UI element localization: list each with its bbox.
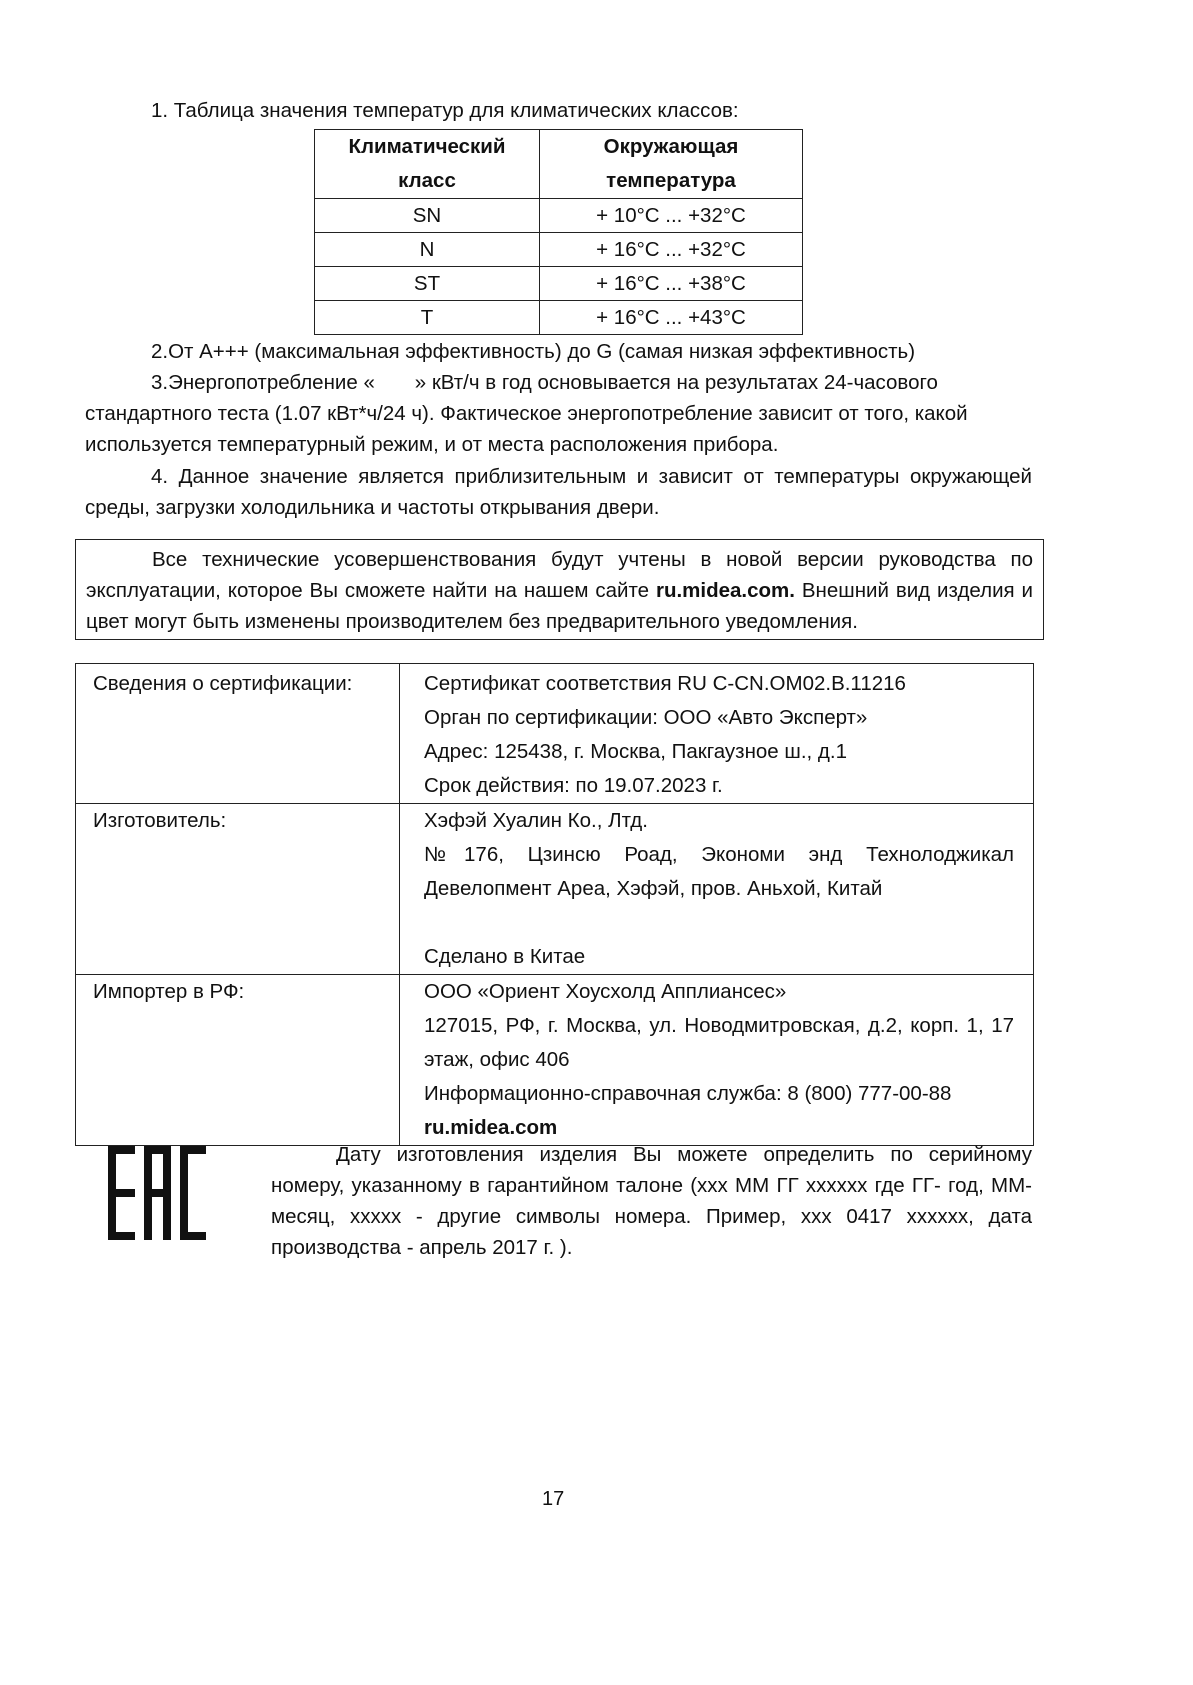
note-4-line-1: 4. Данное значение является приблизительным и зависит от температуры окружающей xyxy=(151,465,1032,488)
temperature-cell: + 16°C ... +43°C xyxy=(540,301,803,335)
notice-text: Внешний вид изделия и xyxy=(794,579,1033,602)
header-line: класс xyxy=(398,169,456,192)
table-row xyxy=(76,975,1034,1146)
class-cell: T xyxy=(315,301,540,335)
eac-line-4: производства - апрель 2017 г. ). xyxy=(271,1236,573,1259)
notice-line-1: Все технические усовершенствования будут учтены в новой версии руководства по xyxy=(152,548,1033,571)
value-cell xyxy=(400,804,1034,975)
climate-table-heading: 1. Таблица значения температур для климатических классов: xyxy=(151,99,739,122)
temperature-cell: + 10°C ... +32°C xyxy=(540,199,803,233)
header-ambient-temperature xyxy=(540,130,803,199)
label-cell xyxy=(76,975,400,1146)
page-number: 17 xyxy=(542,1488,565,1510)
note-3-line-2: стандартного теста (1.07 кВт*ч/24 ч). Фактическое энергопотребление зависит от того, какой xyxy=(85,402,968,425)
table-row xyxy=(315,233,803,267)
eac-line-3: месяц, xxxxx - другие символы номера. Пример, xxx 0417 xxxxxx, дата xyxy=(271,1205,1032,1228)
class-cell: SN xyxy=(315,199,540,233)
value-line: Адрес: 125438, г. Москва, Пакгаузное ш., д.1 xyxy=(424,740,847,763)
eac-line-2: номеру, указанному в гарантийном талоне (xxx ММ ГГ xxxxxx где ГГ- год, ММ- xyxy=(271,1174,1032,1197)
label-cell xyxy=(76,664,400,804)
notice-text: эксплуатации, которое Вы сможете найти на нашем сайте xyxy=(86,579,656,602)
table-row xyxy=(315,199,803,233)
header-line: Окружающая xyxy=(603,135,739,158)
value-line: Сделано в Китае xyxy=(424,945,586,968)
value-line: №176, Цзинсю Роад, Экономи энд Технолоджикал xyxy=(424,843,1014,866)
importer-label: Импортер в РФ: xyxy=(93,980,245,1003)
notice-line-3: цвет могут быть изменены производителем без предварительного уведомления. xyxy=(86,610,858,633)
note-3-line-1: 3.Энергопотребление « » кВт/ч в год основывается на результатах 24-часового xyxy=(151,371,938,394)
notice-box xyxy=(75,539,1044,640)
value-line: Сертификат соответствия RU C-CN.OM02.B.11216 xyxy=(424,672,906,695)
eac-line-1: Дату изготовления изделия Вы можете определить по серийному xyxy=(336,1143,1032,1166)
climate-class-table xyxy=(314,129,803,335)
website-link[interactable]: ru.midea.com xyxy=(424,1116,558,1139)
value-line: Хэфэй Хуалин Ко., Лтд. xyxy=(424,809,648,832)
header-climate-class xyxy=(315,130,540,199)
notice-line-2 xyxy=(86,574,1033,608)
table-row xyxy=(76,664,1034,804)
label-cell xyxy=(76,804,400,975)
class-cell: ST xyxy=(315,267,540,301)
value-line: Срок действия: по 19.07.2023 г. xyxy=(424,774,723,797)
value-line: Девелопмент Ареа, Хэфэй, пров. Аньхой, Китай xyxy=(424,877,883,900)
value-line: ООО «Ориент Хоусхолд Апплиансес» xyxy=(424,980,787,1003)
temperature-cell: + 16°C ... +32°C xyxy=(540,233,803,267)
table-row xyxy=(315,267,803,301)
note-2: 2.От A+++ (максимальная эффективность) до G (самая низкая эффективность) xyxy=(151,340,916,363)
value-line-blank xyxy=(400,906,1033,940)
value-cell xyxy=(400,975,1034,1146)
table-row xyxy=(76,804,1034,975)
eac-logo-icon xyxy=(108,1146,206,1240)
value-line: Информационно-справочная служба: 8 (800) 777-00-88 xyxy=(424,1082,952,1105)
value-line: этаж, офис 406 xyxy=(424,1048,570,1071)
note-4-line-2: среды, загрузки холодильника и частоты открывания двери. xyxy=(85,496,660,519)
note-3-line-3: используется температурный режим, и от места расположения прибора. xyxy=(85,433,779,456)
value-cell xyxy=(400,664,1034,804)
header-line: Климатический xyxy=(348,135,506,158)
table-row xyxy=(315,301,803,335)
value-line: Орган по сертификации: ООО «Авто Эксперт» xyxy=(424,706,868,729)
value-line: 127015, РФ, г. Москва, ул. Новодмитровская, д.2, корп. 1, 17 xyxy=(424,1014,1014,1037)
website-link[interactable]: ru.midea.com. xyxy=(655,579,795,602)
manufacturer-label: Изготовитель: xyxy=(93,809,227,832)
header-line: температура xyxy=(606,169,736,192)
class-cell: N xyxy=(315,233,540,267)
certification-table xyxy=(75,663,1034,1146)
certification-label: Сведения о сертификации: xyxy=(93,672,353,695)
table-header-row xyxy=(315,130,803,199)
temperature-cell: + 16°C ... +38°C xyxy=(540,267,803,301)
